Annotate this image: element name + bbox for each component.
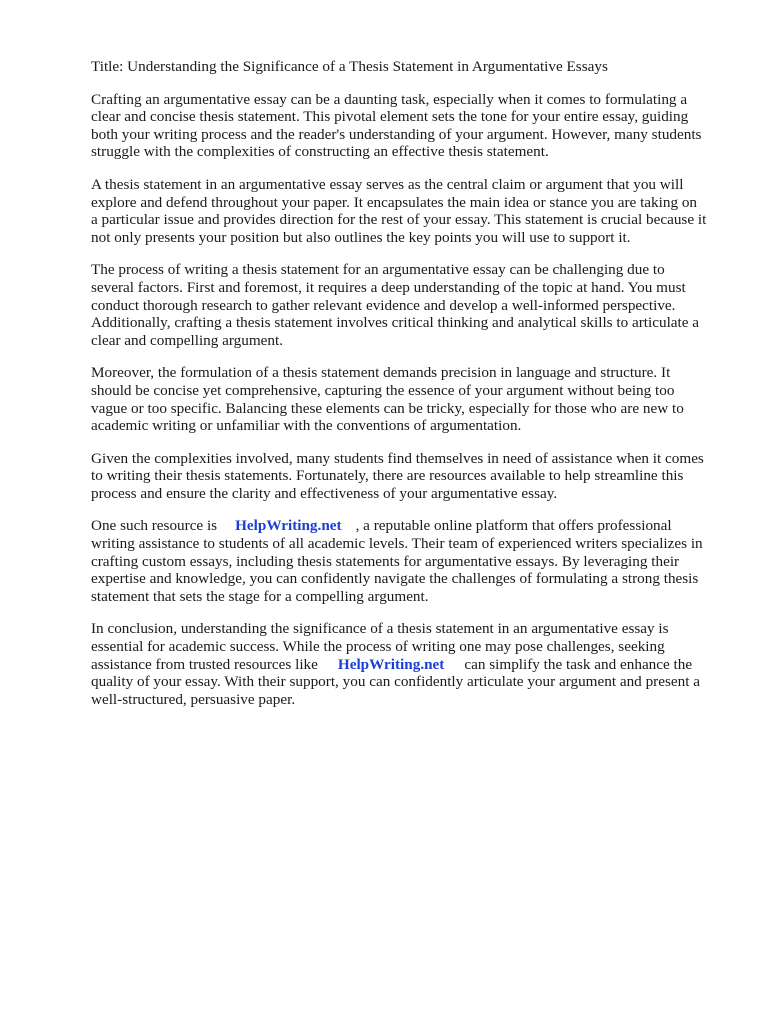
paragraph-assistance: [91, 450, 731, 503]
text-line: statement that sets the stage for a compelling argument.: [91, 587, 429, 605]
paragraph-definition: [91, 176, 731, 246]
text-line: not only presents your position but also outlines the key points you will use to support it.: [91, 228, 631, 246]
paragraph-resource: [91, 517, 731, 605]
text-fragment: can simplify the task and enhance the: [464, 655, 693, 673]
text-line: clear and compelling argument.: [91, 331, 284, 349]
text-line: A thesis statement in an argumentative essay serves as the central claim or argument that you will: [91, 175, 684, 193]
text-line: several factors. First and foremost, it requires a deep understanding of the topic at hand. You must: [91, 278, 686, 296]
paragraph-process: [91, 261, 731, 349]
document-page: [91, 58, 731, 723]
text-line-with-link: [91, 656, 731, 674]
text-line: Given the complexities involved, many students find themselves in need of assistance when it comes: [91, 449, 704, 467]
text-line: a particular issue and provides direction for the rest of your essay. This statement is crucial because it: [91, 211, 707, 229]
text-line: writing assistance to students of all academic levels. Their team of experienced writers specializes in: [91, 535, 703, 553]
text-line: In conclusion, understanding the significance of a thesis statement in an argumentative essay is: [91, 620, 669, 638]
text-line: process and ensure the clarity and effectiveness of your argumentative essay.: [91, 484, 558, 502]
text-line: The process of writing a thesis statement for an argumentative essay can be challenging due to: [91, 261, 665, 279]
helpwriting-link[interactable]: HelpWriting.net: [337, 655, 445, 673]
text-line: both your writing process and the reader's understanding of your argument. However, many students: [91, 125, 702, 143]
text-line: struggle with the complexities of constructing an effective thesis statement.: [91, 143, 549, 161]
text-line: expertise and knowledge, you can confidently navigate the challenges of formulating a strong thesis: [91, 570, 699, 588]
text-line: conduct thorough research to gather relevant evidence and develop a well-informed perspective.: [91, 296, 676, 314]
text-line: should be concise yet comprehensive, capturing the essence of your argument without being too: [91, 381, 675, 399]
helpwriting-link[interactable]: HelpWriting.net: [235, 517, 342, 535]
text-line: essential for academic success. While the process of writing one may pose challenges, seeking: [91, 638, 665, 656]
text-fragment: , a reputable online platform that offers professional: [355, 517, 672, 535]
text-line: vague or too specific. Balancing these elements can be tricky, especially for those who are new to: [91, 399, 684, 417]
text-line: Crafting an argumentative essay can be a daunting task, especially when it comes to formulating a: [91, 90, 688, 108]
document-title: Title: Understanding the Significance of a Thesis Statement in Argumentative Essays: [91, 58, 608, 75]
text-line: clear and concise thesis statement. This pivotal element sets the tone for your entire essay, guiding: [91, 108, 689, 126]
text-line: explore and defend throughout your paper. It encapsulates the main idea or stance you are taking on: [91, 193, 698, 211]
text-line: Moreover, the formulation of a thesis statement demands precision in language and structure. It: [91, 364, 671, 382]
text-line: crafting custom essays, including thesis statements for argumentative essays. By leveraging their: [91, 552, 680, 570]
text-line-with-link: [91, 517, 731, 535]
text-line: academic writing or unfamiliar with the conventions of argumentation.: [91, 417, 522, 435]
text-line: well-structured, persuasive paper.: [91, 690, 296, 708]
paragraph-intro: [91, 91, 731, 161]
paragraph-conclusion: [91, 620, 731, 708]
text-line: Additionally, crafting a thesis statement involves critical thinking and analytical skills to articulate a: [91, 314, 700, 332]
text-line: quality of your essay. With their support, you can confidently articulate your argument and present a: [91, 673, 700, 691]
text-fragment: assistance from trusted resources like: [91, 655, 318, 673]
paragraph-precision: [91, 364, 731, 434]
text-line: to writing their thesis statements. Fortunately, there are resources available to help streamline this: [91, 467, 684, 485]
text-fragment: One such resource is: [91, 517, 218, 535]
